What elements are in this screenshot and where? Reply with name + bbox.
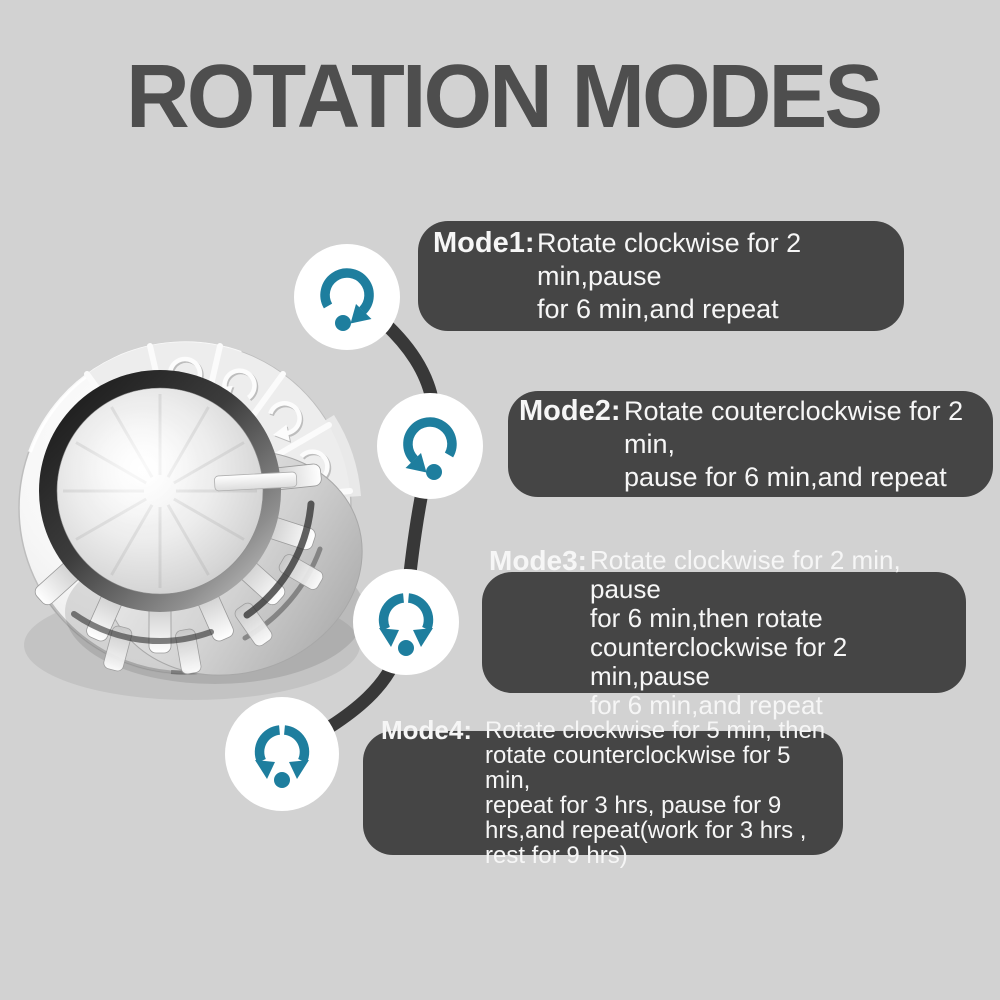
mode1-line: Rotate clockwise for 2 min,pause — [537, 227, 802, 291]
mode4-line: hrs,and repeat(work for 3 hrs , — [485, 817, 807, 844]
mode2-description — [624, 395, 987, 494]
mode3-description — [590, 546, 960, 720]
mode3-line: counterclockwise for 2 min,pause — [590, 631, 848, 691]
mode4-line: rotate counterclockwise for 5 min, — [485, 742, 791, 794]
mode1-icon-badge — [294, 244, 400, 350]
mode4-label: Mode4: — [381, 715, 472, 745]
mode2-line: pause for 6 min,and repeat — [624, 461, 947, 492]
mode2-panel — [508, 391, 993, 497]
mode1-label: Mode1: — [433, 226, 535, 259]
mode1-panel — [418, 221, 904, 331]
mode4-icon-badge — [225, 697, 339, 811]
mode3-icon-badge — [353, 569, 459, 675]
mode2-line: Rotate couterclockwise for 2 min, — [624, 395, 964, 459]
mode2-icon-badge — [377, 393, 483, 499]
mode3-panel — [482, 544, 966, 720]
mode4-panel — [363, 715, 843, 869]
mode4-line: repeat for 3 hrs, pause for 9 — [485, 792, 782, 819]
mode1-description — [537, 227, 896, 326]
mode3-label: Mode3: — [489, 544, 587, 576]
mode4-line: Rotate clockwise for 5 min, then — [485, 717, 826, 744]
mode2-label: Mode2: — [519, 394, 621, 427]
mode1-line: for 6 min,and repeat — [537, 293, 779, 324]
page-title: ROTATION MODES — [126, 47, 881, 147]
mode4-description — [485, 718, 837, 868]
mode3-line: for 6 min,then rotate — [590, 602, 823, 633]
mode3-line: Rotate clockwise for 2 min, pause — [590, 544, 901, 604]
mode4-line: rest for 9 hrs) — [485, 842, 628, 869]
mode3-line: for 6 min,and repeat — [590, 689, 823, 720]
